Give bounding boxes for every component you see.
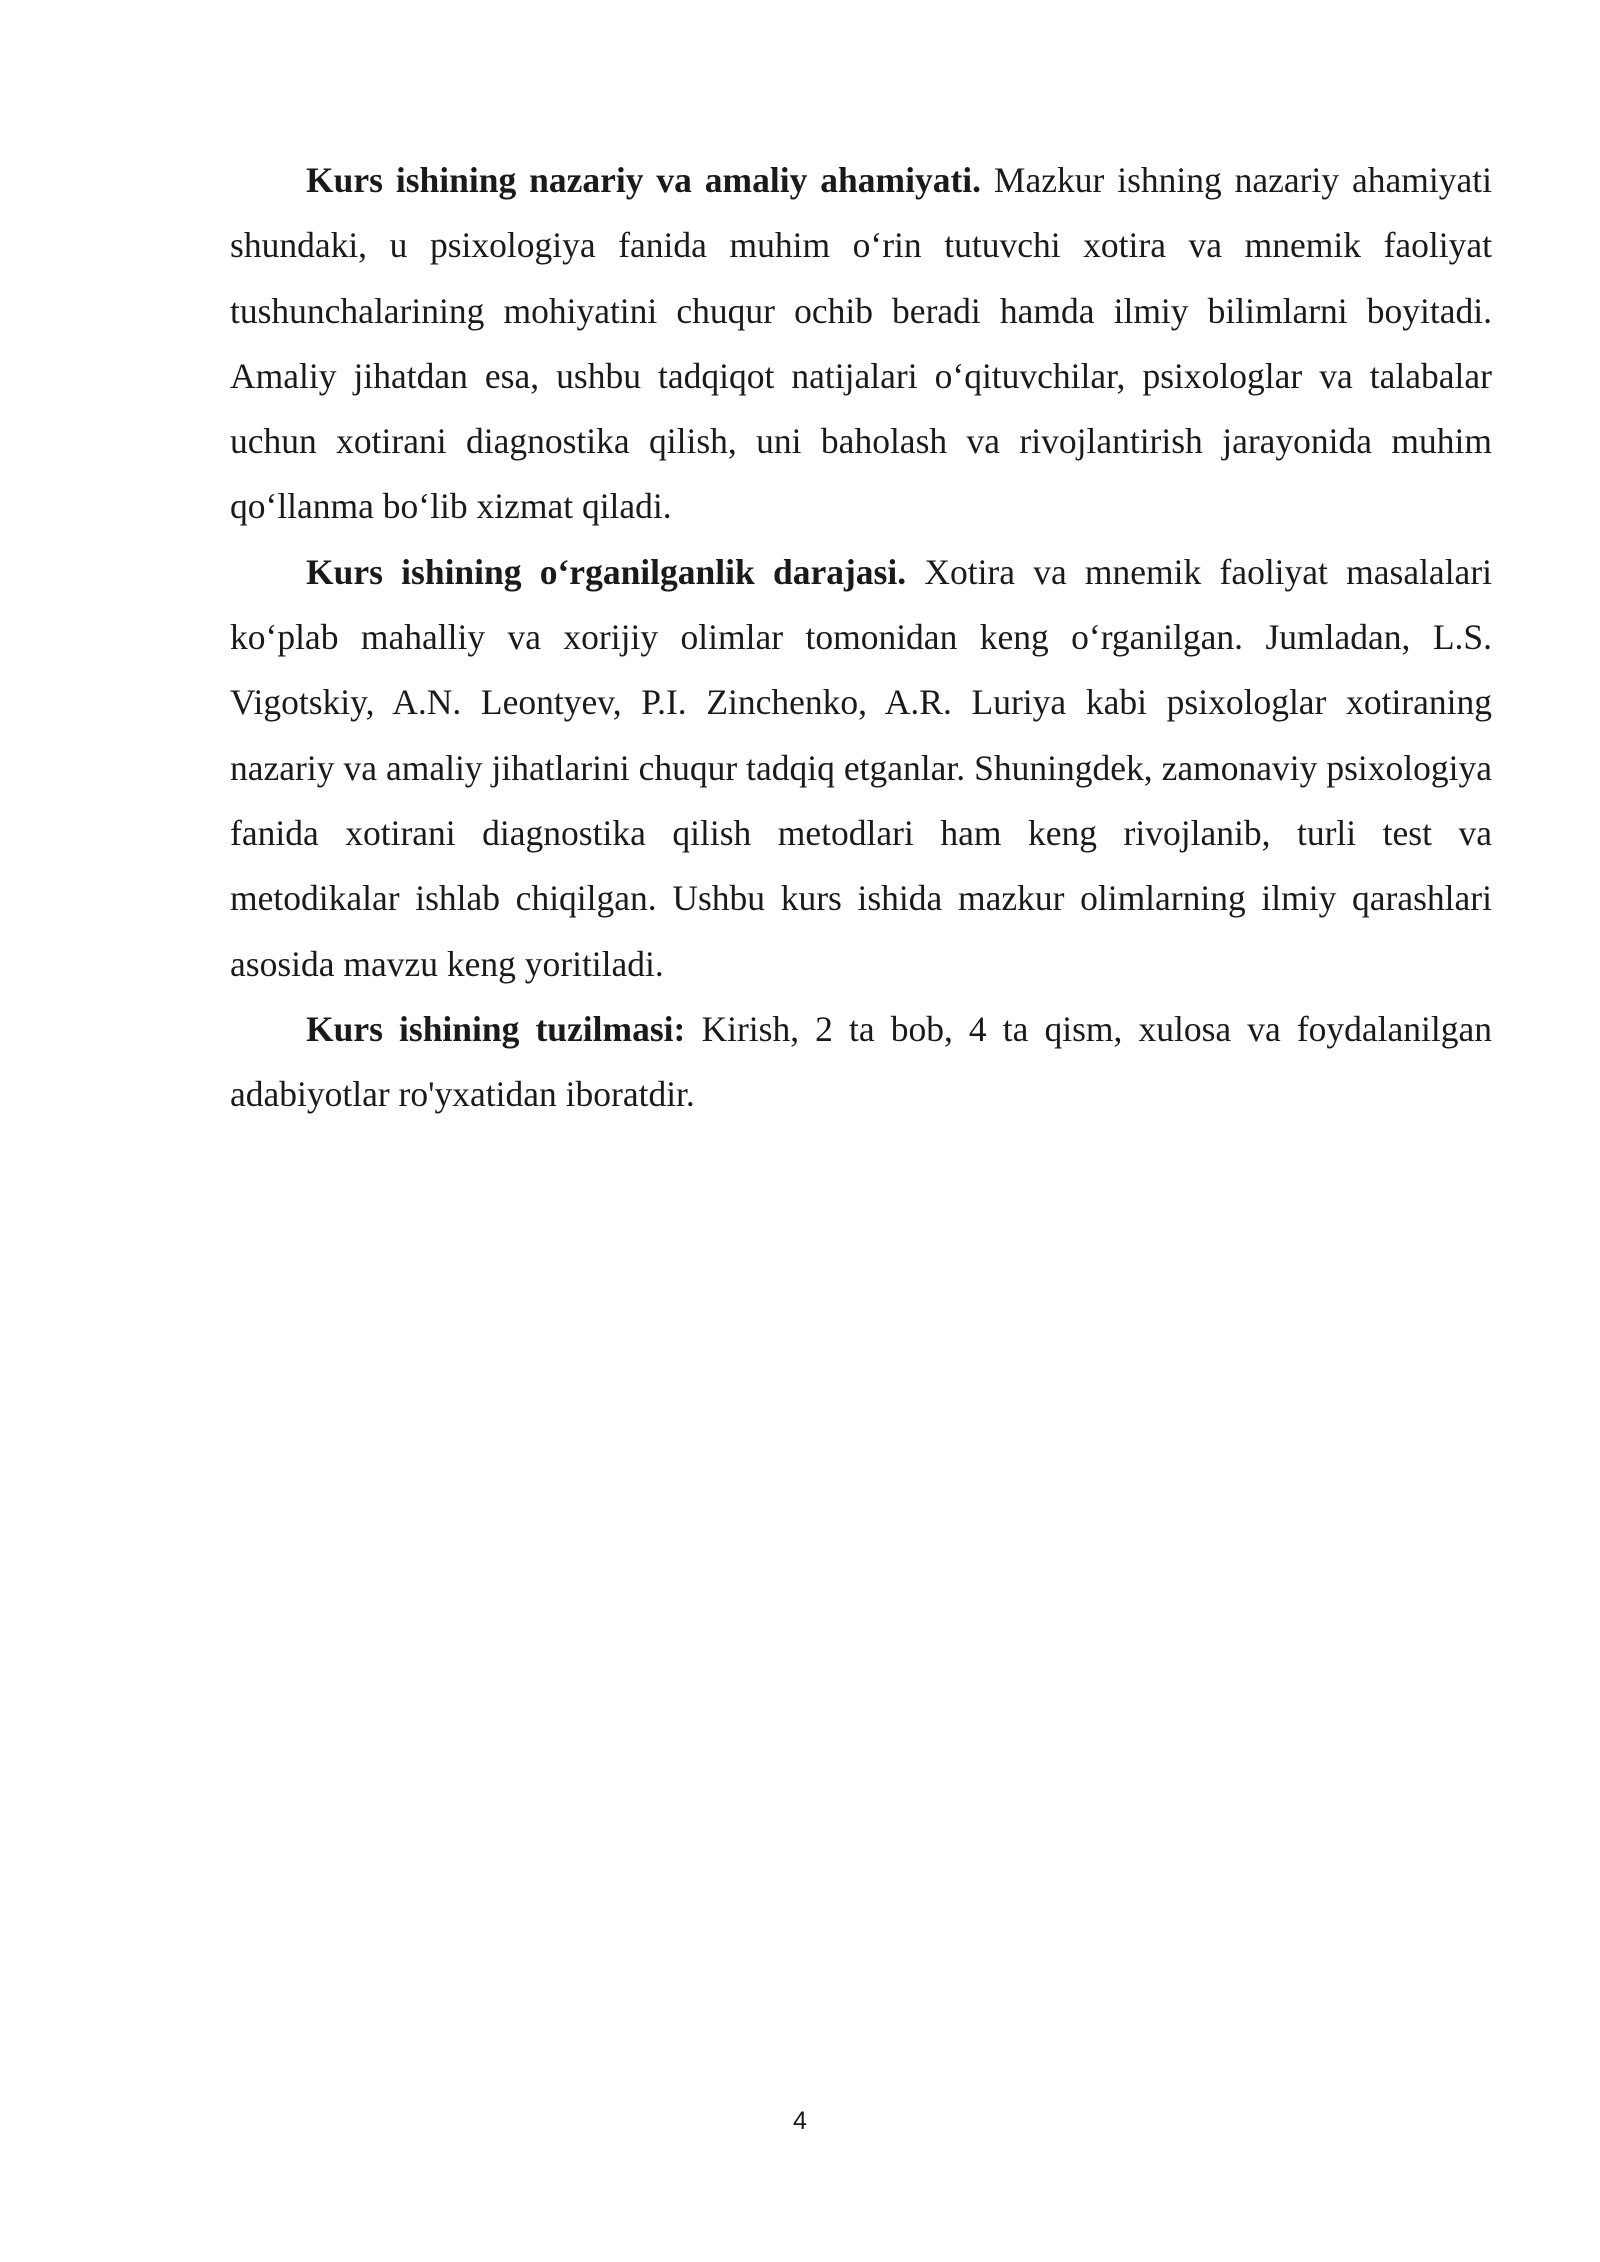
page-body	[230, 148, 1492, 1127]
page-number: 4	[793, 2107, 807, 2135]
paragraph-heading: Kurs ishining tuzilmasi:	[306, 1008, 686, 1049]
paragraph-heading: Kurs ishining nazariy va amaliy ahamiyati.	[306, 160, 981, 200]
paragraph-text: Xotira va mnemik faoliyat masalalari ko‘plab mahalliy va xorijiy olimlar tomonidan keng o‘rganilgan. Jumladan, L.S. Vigotskiy, A.N. Leontyev, P.I. Zinchenko, A.R. Luriya kabi psixologlar xotiraning nazariy va amaliy jihatlarini chuqur tadqiq etganlar. Shuningdek, zamonaviy psixologiya fanida xotirani diagnostika qilish metodlari ham keng rivojlanib, turli test va metodikalar ishlab chiqilgan. Ushbu kurs ishida mazkur olimlarning ilmiy qarashlari asosida mavzu keng yoritiladi.	[230, 551, 1492, 984]
paragraph-significance	[230, 148, 1492, 540]
paragraph-degree-of-study	[230, 540, 1492, 997]
paragraph-text: Mazkur ishning nazariy ahamiyati shundaki, u psixologiya fanida muhim o‘rin tutuvchi xotira va mnemik faoliyat tushunchalarining mohiyatini chuqur ochib beradi hamda ilmiy bilimlarni boyitadi. Amaliy jihatdan esa, ushbu tadqiqot natijalari o‘qituvchilar, psixologlar va talabalar uchun xotirani diagnostika qilish, uni baholash va rivojlantirish jarayonida muhim qo‘llanma bo‘lib xizmat qiladi.	[230, 160, 1492, 527]
paragraph-text: Kirish, 2 ta bob, 4 ta qism, xulosa va foydalanilgan adabiyotlar ro'yxatidan iboratdir.	[230, 1008, 1493, 1115]
paragraph-structure	[230, 997, 1492, 1128]
paragraph-heading: Kurs ishining o‘rganilganlik darajasi.	[306, 551, 907, 592]
